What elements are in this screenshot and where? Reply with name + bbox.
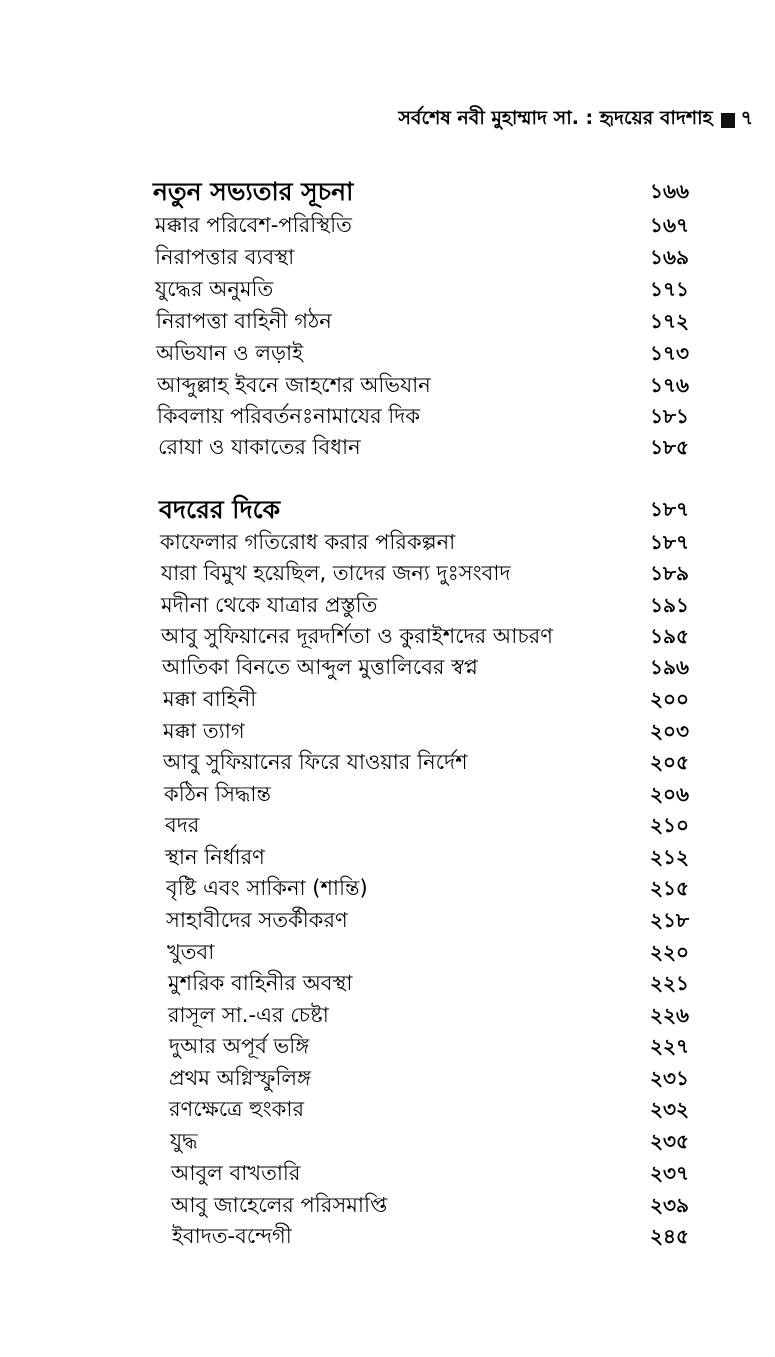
toc-entry-page: ২২১ [650,971,689,995]
toc-entry [0,590,775,621]
toc-entry-label: রাসূল সা.-এর চেষ্টা [168,1003,329,1027]
toc-entry-label: আবু সুফিয়ানের ফিরে যাওয়ার নির্দেশ [163,750,468,774]
toc-entry [0,1158,775,1189]
toc-entry-label: ইবাদত-বন্দেগী [172,1224,292,1248]
toc-entry [0,401,775,432]
toc-entry-label: মক্কা ত্যাগ [163,719,245,743]
square-separator-icon [721,113,735,128]
toc-entry-page: ২৩২ [649,1097,689,1121]
toc-entry-page: ১৮৯ [650,561,689,585]
toc-entry-label: আব্দুল্লাহ ইবনে জাহশের অভিযান [157,373,431,397]
toc-entry [0,527,775,558]
toc-entry-page: ২৩৭ [649,1161,689,1185]
section-title-label: নতুন সভ্যতার সূচনা [153,177,354,206]
toc-entry-label: যুদ্ধ [170,1129,198,1153]
toc-entry [0,1000,775,1031]
toc-entry-label: মক্কার পরিবেশ-পরিস্থিতি [155,213,352,237]
toc-entry [0,652,775,683]
section-title-page: ১৮৭ [650,497,689,521]
toc-entry-page: ১৬৭ [650,213,689,237]
toc-entry-label: রোযা ও যাকাতের বিধান [158,435,361,459]
toc-entry-page: ২৩১ [650,1066,689,1090]
toc-entry-page: ২২৬ [649,1003,689,1027]
toc-entry-page: ১৯৫ [650,624,689,648]
toc-entry [0,716,775,747]
toc-entry-label: বদর [165,813,200,837]
toc-entry-page: ১৭৬ [650,373,689,397]
toc-entry [0,432,775,463]
toc-entry-page: ২০৩ [649,719,689,743]
toc-entry-page: ২০০ [649,687,689,711]
toc-entry [0,370,775,401]
toc-entry-label: নিরাপত্তা বাহিনী গঠন [156,309,332,333]
toc-entry-label: মক্কা বাহিনী [163,687,257,711]
toc-entry-page: ২২০ [649,940,689,964]
toc-entry-label: আতিকা বিনতে আব্দুল মুত্তালিবের স্বপ্ন [162,655,478,679]
toc-entry-label: স্থান নির্ধারণ [165,845,265,869]
toc-entry-page: ১৭২ [650,309,689,333]
toc-entry-page: ১৯১ [650,593,689,617]
toc-entry [0,1031,775,1062]
toc-entry-label: রণক্ষেত্রে হুংকার [169,1097,305,1121]
toc-entry-page: ২১৮ [650,908,689,932]
toc-entry-label: বৃষ্টি এবং সাকিনা (শান্তি) [166,876,368,900]
toc-entry [0,306,775,337]
toc-entry [0,1126,775,1157]
toc-entry-page: ১৮১ [650,404,689,428]
section-title [0,176,775,207]
toc-entry [0,1063,775,1094]
toc-entry-page: ১৮৭ [650,530,689,554]
toc-entry [0,274,775,305]
toc-entry-label: নিরাপত্তার ব্যবস্থা [155,245,295,269]
toc-entry-page: ২১০ [650,813,689,837]
toc-entry-page: ১৯৬ [650,655,689,679]
toc-entry-page: ১৮৫ [650,435,689,459]
toc-entry-page: ১৭৩ [650,341,689,365]
toc-entry-label: সাহাবীদের সতর্কীকরণ [166,908,348,932]
toc-entry-label: আবু জাহেলের পরিসমাপ্তি [171,1193,388,1217]
toc-entry [0,1094,775,1125]
toc-entry [0,558,775,589]
toc-entry [0,210,775,241]
toc-entry [0,810,775,841]
toc-entry-page: ২১২ [650,845,689,869]
toc-entry-page: ২০৬ [649,782,689,806]
toc-entry [0,684,775,715]
toc-entry [0,873,775,904]
toc-entry-label: প্রথম অগ্নিস্ফুলিঙ্গ [169,1066,311,1090]
toc-entry-label: খুতবা [167,940,215,964]
toc-entry-label: কিবলায় পরিবর্তনঃনামাযের দিক [157,404,421,428]
toc-entry [0,338,775,369]
toc-entry [0,905,775,936]
running-title: সর্বশেষ নবী মুহাম্মাদ সা. : হৃদয়ের বাদশাহ [398,107,713,129]
toc-entry-page: ২৩৯ [650,1193,689,1217]
toc-entry [0,842,775,873]
toc-entry-page: ২২৭ [649,1034,689,1058]
toc-entry-page: ২১৫ [650,876,689,900]
toc-entry [0,779,775,810]
toc-entry-label: কাফেলার গতিরোধ করার পরিকল্পনা [160,530,456,554]
section-title-page: ১৬৬ [650,179,689,203]
toc-entry [0,242,775,273]
toc-entry-label: দুআর অপূর্ব ভঙ্গি [169,1034,310,1058]
toc-entry [0,968,775,999]
toc-entry-label: যুদ্ধের অনুমতি [155,277,274,301]
toc-entry-page: ১৬৯ [650,245,689,269]
toc-entry-label: আবুল বাখতারি [171,1161,301,1185]
toc-entry [0,1190,775,1221]
toc-entry [0,1221,775,1252]
toc-entry-page: ২০৫ [650,750,689,774]
toc-entry [0,937,775,968]
toc-entry-page: ২৩৫ [650,1129,689,1153]
toc-entry [0,621,775,652]
section-title [0,494,775,525]
toc-entry-label: কঠিন সিদ্ধান্ত [164,782,271,806]
toc-entry-label: যারা বিমুখ হয়েছিল, তাদের জন্য দুঃসংবাদ [161,561,511,585]
toc-entry-label: অভিযান ও লড়াই [156,341,304,365]
page-number: ৭ [740,107,753,129]
toc-entry-label: মদীনা থেকে যাত্রার প্রস্তুতি [161,593,378,617]
toc-entry-page: ১৭১ [650,277,689,301]
section-title-label: বদরের দিকে [159,495,281,524]
running-header [360,104,753,136]
toc-entry [0,747,775,778]
toc-entry-label: আবু সুফিয়ানের দূরদর্শিতা ও কুরাইশদের আচরণ [161,624,553,648]
toc-entry-page: ২৪৫ [650,1224,689,1248]
toc-entry-label: মুশরিক বাহিনীর অবস্থা [168,971,353,995]
